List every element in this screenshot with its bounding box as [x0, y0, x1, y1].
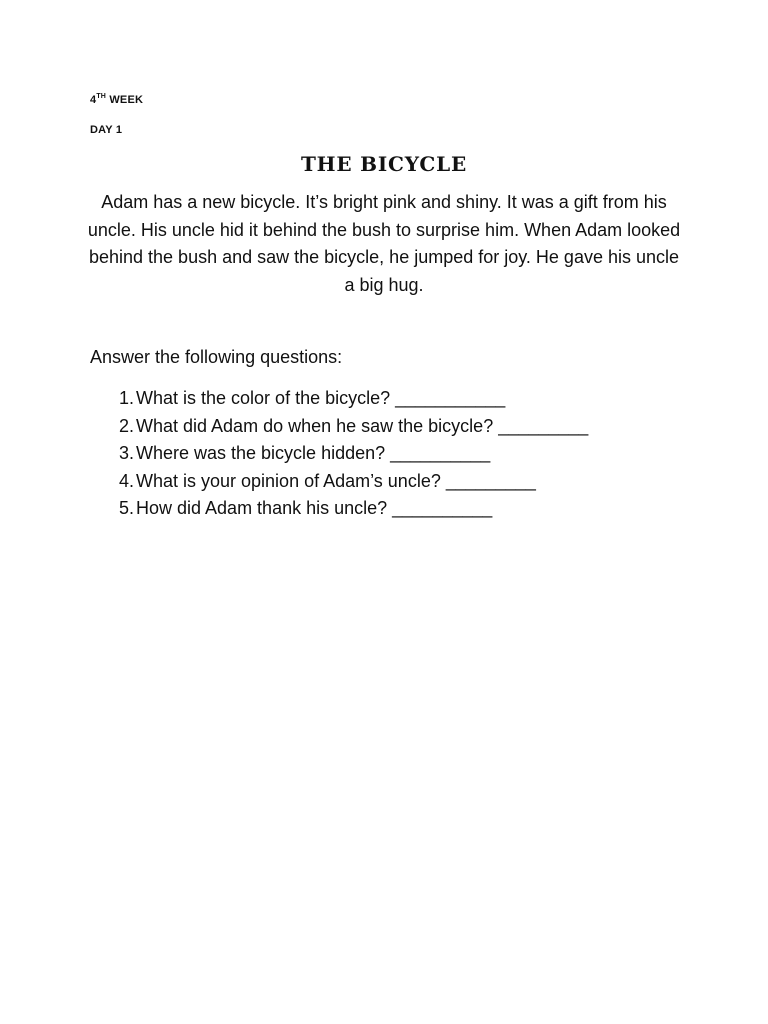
week-label [90, 94, 143, 106]
question-text: What did Adam do when he saw the bicycle? _________ [136, 415, 589, 436]
page-title: THE BICYCLE [300, 152, 468, 176]
day-label: DAY 1 [90, 124, 123, 136]
question-text: What is the color of the bicycle? ___________ [136, 388, 506, 408]
week-word: WEEK [109, 94, 144, 106]
question-number: 3. [118, 443, 134, 463]
question-text: Where was the bicycle hidden? __________ [136, 443, 491, 463]
question-item [90, 468, 588, 496]
question-list [90, 385, 588, 523]
question-text: What is your opinion of Adam’s uncle? _________ [136, 470, 536, 491]
question-number: 2. [118, 415, 134, 436]
question-item [90, 495, 588, 523]
question-text: How did Adam thank his uncle? __________ [136, 498, 493, 518]
question-item [90, 385, 588, 413]
story-paragraph: Adam has a new bicycle. It’s bright pink and shiny. It was a gift from his uncle. His uncle hid it behind the bush to surprise him. When Adam looked behind the bush and saw the bicycle, he jumped for joy. He gave his uncle a big hug. [87, 192, 681, 295]
week-number: 4 [90, 94, 97, 106]
question-number: 4. [118, 470, 134, 491]
question-item [90, 413, 588, 441]
week-suffix: TH [96, 93, 107, 100]
question-number: 1. [118, 388, 134, 408]
question-item [90, 440, 588, 468]
question-number: 5. [118, 498, 134, 518]
questions-heading: Answer the following questions: [90, 347, 343, 367]
